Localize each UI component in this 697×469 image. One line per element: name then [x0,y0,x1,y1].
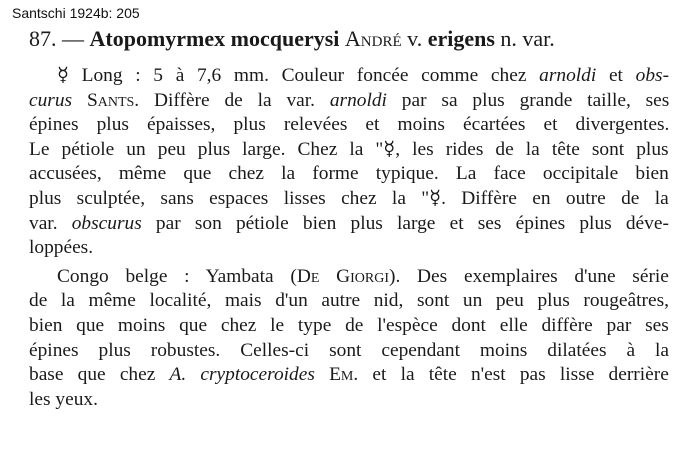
collector-name: De Giorgi [296,265,390,287]
text-line: de la même localité, mais d'un autre nid, sont un peu plus rougeâtres, [29,290,669,312]
text-line [29,265,669,290]
text-line: épines plus robustes. Celles-ci sont cependant moins dilatées à la [29,339,670,361]
text-run: ). Des exemplaires d'une série [389,265,669,287]
text-run: ☿ Long : 5 à 7,6 mm. Couleur foncée comme chez [57,65,540,86]
text-line: accusées, même que chez la forme typique. La face occipitale bien [29,163,669,185]
genus-species-name: Atopomyrmex mocquerysi [89,26,340,51]
text-run: base que chez [29,364,170,386]
text-run: par sa plus grande taille, ses [386,89,670,111]
taxon-name: obscurus [71,212,142,234]
text-run: par son pétiole bien plus large et ses épines plus déve- [141,212,669,234]
rank-label: v. [407,26,423,51]
text-run: var. [29,212,72,234]
status-label: n. var. [500,26,555,51]
text-line: bien que moins que chez le type de l'espèce dont elle diffère par ses [29,314,669,336]
entry-number: 87. — [29,26,84,51]
text-line [29,212,669,237]
taxon-name: curus [29,89,73,111]
text-line [29,363,669,388]
text-line: loppées. [29,237,94,259]
taxon-name: obs- [635,65,670,86]
citation-caption: Santschi 1924b: 205 [12,5,140,21]
description-body [29,64,669,412]
text-run: . et la tête n'est pas lisse derrière [353,364,669,386]
taxon-name: arnoldi [539,65,597,86]
author-name: Em [314,364,354,386]
author-name: Sants [72,89,135,111]
text-run: . Diffère de la var. [134,89,330,111]
text-line [29,64,669,89]
text-line [29,89,669,114]
species-author: André [344,26,402,51]
text-run: Congo belge : Yambata ( [57,265,297,287]
text-line: Le pétiole un peu plus large. Chez la "☿, les rides de la tête sont plus [29,138,669,160]
variety-name: erigens [427,26,495,51]
text-line: épines plus épaisses, plus relevées et moins écartées et divergentes. [29,114,670,136]
taxon-name: arnoldi [329,89,387,111]
text-line: plus sculptée, sans espaces lisses chez la "☿. Diffère en outre de la [29,187,669,209]
description-paragraph [29,64,669,261]
locality-paragraph [29,265,669,413]
species-heading [29,26,689,52]
taxon-name: A. cryptoceroides [169,364,315,386]
text-line: les yeux. [29,388,98,410]
text-run: et [596,65,636,86]
